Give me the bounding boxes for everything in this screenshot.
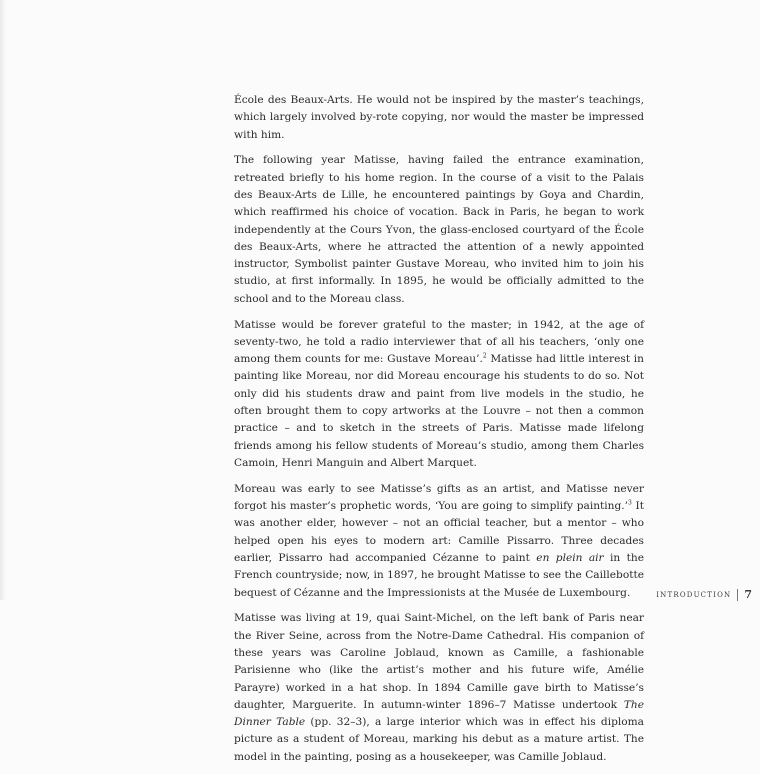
paragraph-4 [234,481,644,602]
footer-divider [737,589,738,601]
paragraph-5-text-a: Matisse was living at 19, quai Saint-Michel, on the left bank of Paris near the River Seine, across from the Notre-Dame Cathedral. His companion of these years was Caroline Joblaud, known as Camille, a fashionable Parisienne who (like the artist’s mother and his future wife, Amélie Parayre) worked in a hat shop. In 1894 Camille gave birth to Matisse’s daughter, Marguerite. In autumn-winter 1896–7 Matisse undertook [234,612,644,711]
running-section-title: INTRODUCTION [656,590,732,599]
paragraph-1-text: École des Beaux-Arts. He would not be inspired by the master’s teachings, which largely involved by-rote copying, nor would the master be impressed with him. [234,94,644,141]
paragraph-3-text-a: Matisse would be forever grateful to the master; in 1942, at the age of seventy-two, he told a radio interviewer that of all his teachers, ‘only one among them counts for me: Gustave Moreau’. [234,318,644,366]
footnote-marker-3: 3 [628,499,632,507]
paragraph-4-text-b: It was another elder, however – not an official teacher, but a mentor – who helped open his eyes to modern art: Camille Pissarro. Three decades earlier, Pissarro had accompanied Cézanne to paint [234,500,644,564]
paragraph-4-text-a: Moreau was early to see Matisse’s gifts as an artist, and Matisse never forgot his master’s prophetic words, ‘You are going to simplify painting.’ [234,482,644,513]
paragraph-3-text-b: Matisse had little interest in painting like Moreau, nor did Moreau encourage his students to do so. Not only did his students draw and paint from live models in the studio, he often brought them to copy artworks at the Louvre – not then a common practice – and to sketch in the streets of Paris. Matisse made lifelong friends among his fellow students of Moreau’s studio, among them Charles Camoin, Henri Manguin and Albert Marquet. [234,353,644,469]
page-gutter-shadow [0,0,6,600]
footnote-marker-2: 2 [482,352,487,360]
page-footer [656,588,752,601]
page-number: 7 [744,588,752,601]
italic-phrase: en plein air [536,551,604,564]
artwork-title: The Dinner Table [234,698,644,729]
paragraph-3 [234,317,644,473]
paragraph-2 [234,152,644,308]
body-text [234,92,644,774]
paragraph-2-text: The following year Matisse, having failed the entrance examination, retreated briefly to his home region. In the course of a visit to the Palais des Beaux-Arts de Lille, he encountered paintings by Goya and Chardin, which reaffirmed his choice of vocation. Back in Paris, he began to work independently at the Cours Yvon, the glass-enclosed courtyard of the École des Beaux-Arts, where he attracted the attention of a newly appointed instructor, Symbolist painter Gustave Moreau, who invited him to join his studio, at first informally. In 1895, he would be officially admitted to the school and to the Moreau class. [234,154,644,305]
paragraph-1 [234,92,644,144]
paragraph-5 [234,610,644,766]
paragraph-4-text-c: in the French countryside; now, in 1897, he brought Matisse to see the Caillebotte bequest of Cézanne and the Impressionists at the Musée de Luxembourg. [234,551,644,599]
paragraph-5-text-b: (pp. 32–3), a large interior which was in effect his diploma picture as a student of Moreau, marking his debut as a mature artist. The model in the painting, posing as a housekeeper, was Camille Joblaud. [234,716,645,763]
